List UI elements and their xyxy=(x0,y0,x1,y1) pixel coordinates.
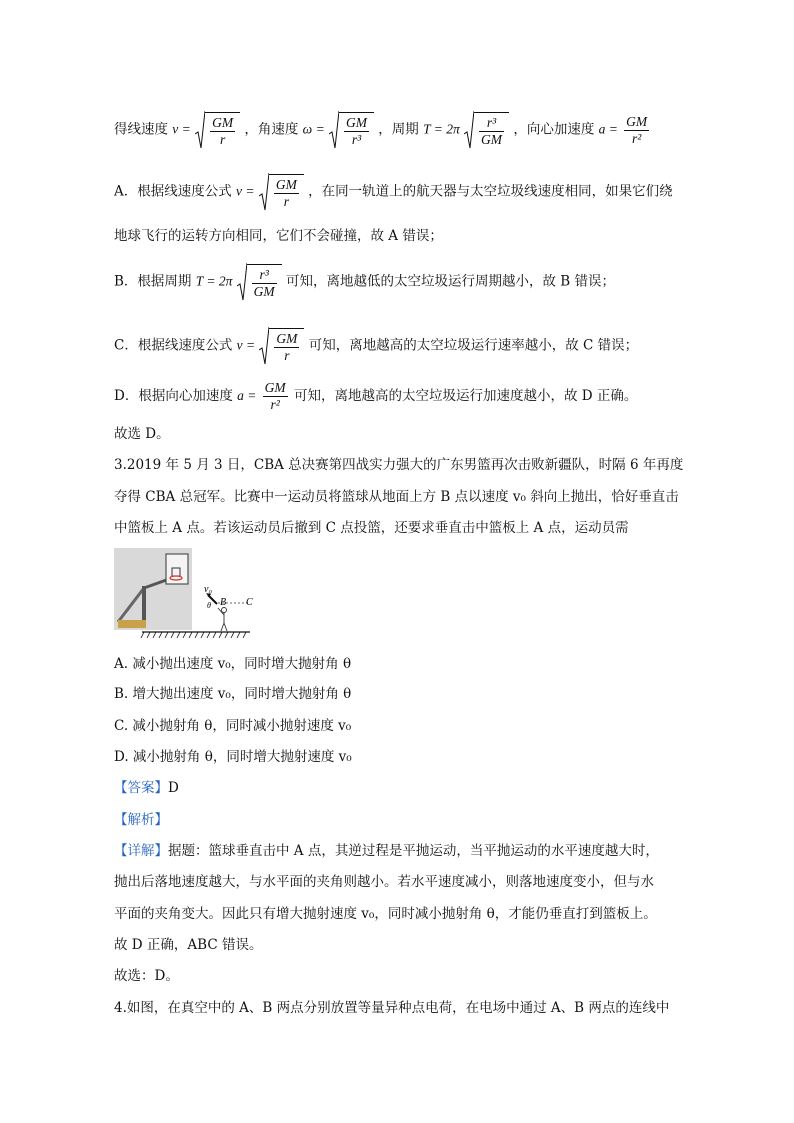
num: r³ xyxy=(252,267,277,284)
num: GM xyxy=(276,331,298,346)
text: A．根据线速度公式 xyxy=(114,183,232,200)
answer-tag: 【答案】 xyxy=(114,780,168,796)
answer-option-d: D. 减小抛射角 θ，同时增大抛射速度 v₀ xyxy=(114,749,352,765)
formula-T: T = 2π xyxy=(195,273,233,289)
conclusion-line-2: 故选：D。 xyxy=(114,968,179,984)
detail-tag: 【详解】 xyxy=(114,843,168,859)
den: r² xyxy=(270,397,280,412)
formula-T: T = 2π xyxy=(423,121,460,137)
ground-hatch xyxy=(141,632,246,638)
formula-v: v = xyxy=(172,121,191,137)
basketball-hoop-figure xyxy=(114,548,264,640)
den: r xyxy=(219,132,226,147)
conclusion-line: 故选 D。 xyxy=(114,426,170,442)
label-C: C xyxy=(246,597,253,608)
den: GM xyxy=(253,284,275,299)
formula-a: a = xyxy=(237,388,257,403)
num: GM xyxy=(275,177,297,192)
den: r xyxy=(284,348,290,363)
formula-omega: ω = xyxy=(302,121,325,137)
label-theta: θ xyxy=(207,601,211,610)
sqrt-gm-over-r xyxy=(259,172,304,212)
answer-option-a: A. 减小抛出速度 v₀，同时增大抛射角 θ xyxy=(114,656,352,672)
sqrt-gm-over-r xyxy=(259,326,304,366)
text: ，角速度 xyxy=(244,121,299,138)
text: ，向心加速度 xyxy=(513,121,595,138)
option-d-line xyxy=(114,380,637,413)
num: GM xyxy=(346,115,367,130)
text: D．根据向心加速度 xyxy=(114,388,233,404)
num: r³ xyxy=(479,115,504,132)
num: GM xyxy=(626,113,648,129)
formula-a: a = xyxy=(598,121,618,137)
den: r² xyxy=(632,130,642,146)
text: 可知，离地越低的太空垃圾运行周期越小，故 B 错误； xyxy=(285,273,615,290)
sqrt-gm-over-r xyxy=(195,110,240,150)
num: GM xyxy=(264,380,286,395)
text: 据题：篮球垂直击中 A 点，其逆过程是平抛运动，当平抛运动的水平速度越大时， xyxy=(168,843,659,859)
text: 可知，离地越高的太空垃圾运行速率越小，故 C 错误； xyxy=(308,337,639,354)
formula-v: v = xyxy=(236,337,256,353)
formula-v: v = xyxy=(236,183,255,199)
detail-line-1 xyxy=(114,841,659,861)
sqrt-r3-over-gm xyxy=(237,262,282,302)
option-a-line-1 xyxy=(114,172,673,212)
text: B．根据周期 xyxy=(114,273,192,290)
analysis-line xyxy=(114,810,168,830)
formula-line xyxy=(114,110,651,150)
answer-option-b: B. 增大抛出速度 v₀，同时增大抛射角 θ xyxy=(114,686,352,702)
question-4-line-1: 4.如图，在真空中的 A、B 两点分别放置等量异种点电荷，在电场中通过 A、B 两点的连线中 xyxy=(114,1000,670,1016)
analysis-tag: 【解析】 xyxy=(114,812,168,828)
detail-line-4: 故 D 正确，ABC 错误。 xyxy=(114,937,263,953)
num: GM xyxy=(212,115,234,130)
frac-gm-over-r2 xyxy=(624,114,649,147)
answer-line xyxy=(114,778,179,798)
option-c-line xyxy=(114,326,638,366)
den: r³ xyxy=(351,132,362,147)
player-figure xyxy=(218,608,227,632)
text: ，周期 xyxy=(378,121,419,138)
den: r xyxy=(283,194,289,209)
text: ，在同一轨道上的航天器与太空垃圾线速度相同，如果它们绕 xyxy=(308,183,673,200)
text: 得线速度 xyxy=(114,121,168,138)
detail-line-2: 抛出后落地速度越大，与水平面的夹角则越小。若水平速度减小，则落地速度变小，但与水 xyxy=(114,874,654,890)
question-3-line-1: 3.2019 年 5 月 3 日，CBA 总决赛第四战实力强大的广东男篮再次击败新疆队，时隔 6 年再度 xyxy=(114,457,684,473)
text: C．根据线速度公式 xyxy=(114,337,233,354)
option-a-line-2: 地球飞行的运转方向相同，它们不会碰撞，故 A 错误； xyxy=(114,228,443,244)
question-3-line-3: 中篮板上 A 点。若该运动员后撤到 C 点投篮，还要求垂直击中篮板上 A 点，运动员需 xyxy=(114,520,629,536)
text: 可知，离地越高的太空垃圾运行加速度越小，故 D 正确。 xyxy=(293,388,638,404)
hoop-base xyxy=(118,620,146,628)
label-v0: v₀ xyxy=(204,584,212,595)
sqrt-gm-over-r3 xyxy=(329,110,374,150)
question-3-line-2: 夺得 CBA 总冠军。比赛中一运动员将篮球从地面上方 B 点以速度 v₀ 斜向上抛出，恰好垂直击 xyxy=(114,489,679,505)
detail-line-3: 平面的夹角变大。因此只有增大抛射速度 v₀，同时减小抛射角 θ，才能仍垂直打到篮板上。 xyxy=(114,906,657,922)
den: GM xyxy=(481,132,503,147)
answer-value: D xyxy=(168,780,179,796)
answer-option-c: C. 减小抛射角 θ，同时减小抛射速度 v₀ xyxy=(114,718,352,734)
option-b-line xyxy=(114,262,615,302)
frac-gm-over-r2 xyxy=(263,380,288,413)
sqrt-r3-over-gm xyxy=(464,110,509,150)
label-B: B xyxy=(220,597,227,608)
